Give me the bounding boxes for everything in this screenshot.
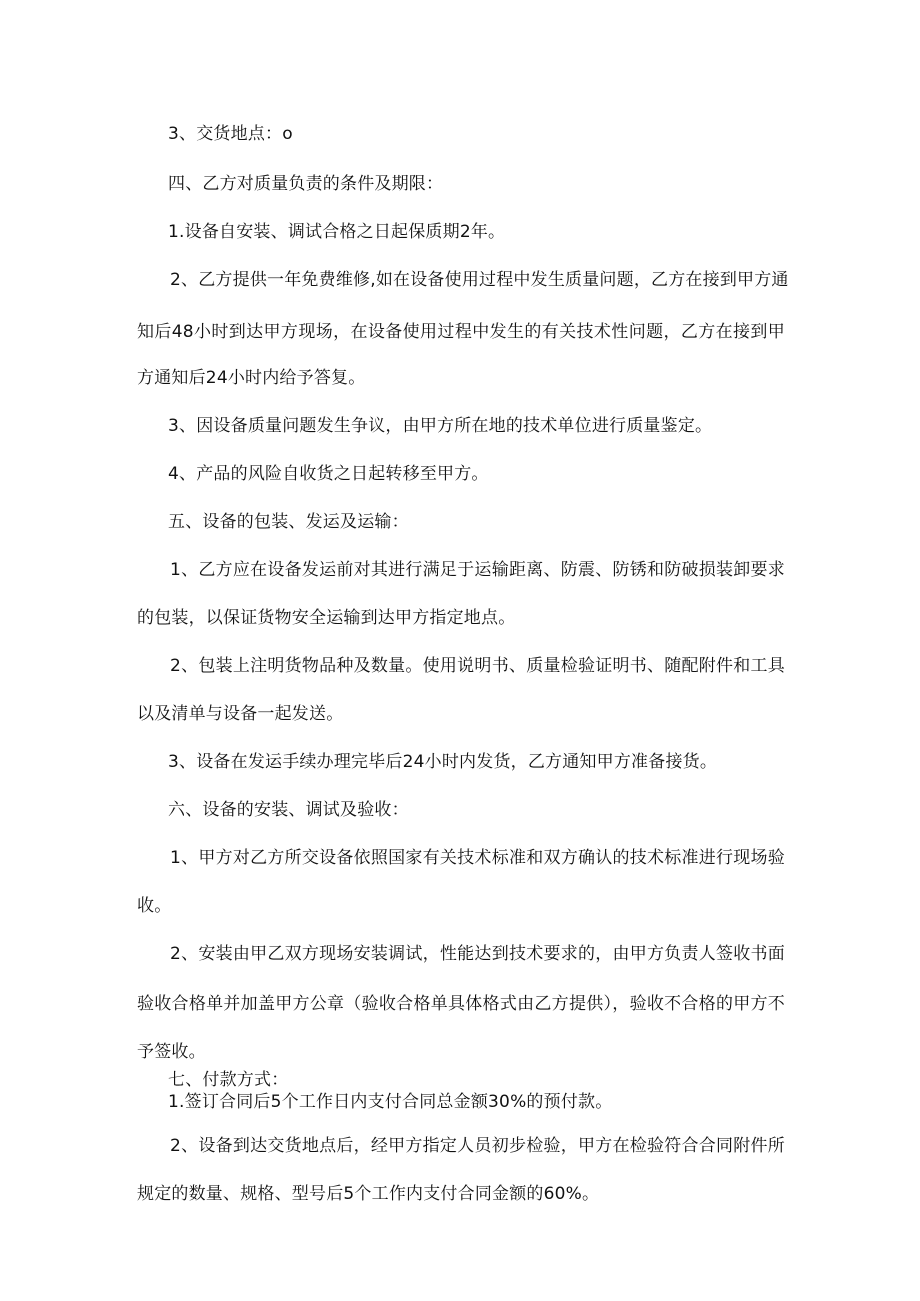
acceptance-clause-2-line-2: 验收合格单并加盖甲方公章（验收合格单具体格式由乙方提供），验收不合格的甲方不 [137, 994, 785, 1014]
payment-clause-2-line-2: 规定的数量、规格、型号后5个工作内支付合同金额的60%。 [137, 1184, 600, 1204]
payment-clause-1: 1.签订合同后5个工作日内支付合同总金额30%的预付款。 [168, 1092, 613, 1112]
warranty-clause-2-line-2: 知后48小时到达甲方现场，在设备使用过程中发生的有关技术性问题，乙方在接到甲 [137, 322, 785, 342]
packaging-clause-2-line-1: 2、包装上注明货物品种及数量。使用说明书、质量检验证明书、随配附件和工具 [170, 656, 785, 676]
warranty-clause-2-line-1: 2、乙方提供一年免费维修,如在设备使用过程中发生质量问题，乙方在接到甲方通 [170, 270, 789, 290]
warranty-clause-1: 1.设备自安装、调试合格之日起保质期2年。 [168, 222, 506, 242]
section-4-heading: 四、乙方对质量负责的条件及期限： [168, 174, 444, 194]
warranty-clause-2-line-3: 方通知后24小时内给予答复。 [137, 368, 366, 388]
packaging-clause-1-line-1: 1、乙方应在设备发运前对其进行满足于运输距离、防震、防锈和防破损装卸要求 [170, 560, 785, 580]
payment-clause-2-line-1: 2、设备到达交货地点后，经甲方指定人员初步检验，甲方在检验符合合同附件所 [170, 1136, 785, 1156]
acceptance-clause-2-line-3: 予签收。 [137, 1042, 206, 1062]
packaging-clause-1-line-2: 的包装，以保证货物安全运输到达甲方指定地点。 [137, 608, 516, 628]
delivery-location-line: 3、交货地点：o [168, 124, 293, 144]
warranty-clause-4: 4、产品的风险自收货之日起转移至甲方。 [168, 464, 489, 484]
acceptance-clause-1-line-1: 1、甲方对乙方所交设备依照国家有关技术标准和双方确认的技术标准进行现场验 [170, 848, 785, 868]
section-5-heading: 五、设备的包装、发运及运输： [168, 512, 409, 532]
section-7-heading: 七、付款方式： [168, 1070, 289, 1090]
acceptance-clause-2-line-1: 2、安装由甲乙双方现场安装调试，性能达到技术要求的，由甲方负责人签收书面 [170, 944, 785, 964]
packaging-clause-3: 3、设备在发运手续办理完毕后24小时内发货，乙方通知甲方准备接货。 [168, 752, 718, 772]
packaging-clause-2-line-2: 以及清单与设备一起发送。 [137, 704, 344, 724]
warranty-clause-3: 3、因设备质量问题发生争议，由甲方所在地的技术单位进行质量鉴定。 [168, 416, 713, 436]
acceptance-clause-1-line-2: 收。 [137, 896, 172, 916]
section-6-heading: 六、设备的安装、调试及验收： [168, 800, 409, 820]
